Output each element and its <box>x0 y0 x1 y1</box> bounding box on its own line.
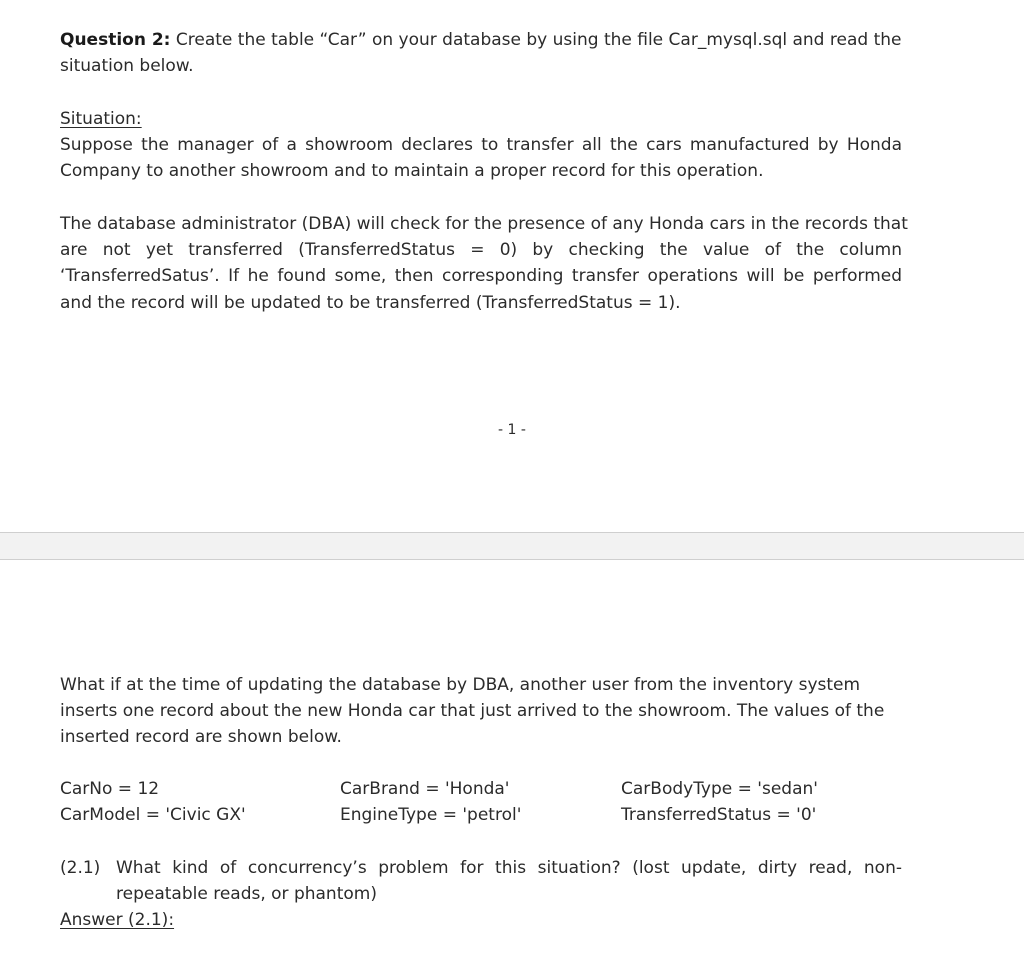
situation-heading <box>60 106 902 132</box>
dba-paragraph-line-2: are not yet transferred (TransferredStatus = 0) by checking the value of the column <box>60 240 902 260</box>
document-page-2 <box>0 560 1024 971</box>
dba-paragraph-line-3: ‘TransferredSatus’. If he found some, then corresponding transfer operations will be performed <box>60 266 902 286</box>
record-car-brand: CarBrand = 'Honda' <box>340 779 510 799</box>
question-2-line-2: situation below. <box>60 56 194 76</box>
record-car-body-type: CarBodyType = 'sedan' <box>621 779 818 799</box>
page-number: - 1 - <box>498 422 526 438</box>
record-transferred-status: TransferredStatus = '0' <box>621 805 817 825</box>
record-car-model: CarModel = 'Civic GX' <box>60 805 246 825</box>
dba-paragraph-line-4: and the record will be updated to be transferred (TransferredStatus = 1). <box>60 293 681 313</box>
situation-line-1: Suppose the manager of a showroom declares to transfer all the cars manufactured by Honda <box>60 135 902 155</box>
question-2-label: Question 2: <box>60 30 171 50</box>
question-2-1-number: (2.1) <box>60 858 101 878</box>
question-2-line-1 <box>60 27 902 53</box>
record-car-no: CarNo = 12 <box>60 779 160 799</box>
question-2-text: Create the table “Car” on your database by using the file Car_mysql.sql and read the <box>170 30 902 50</box>
situation-heading-text: Situation: <box>60 109 142 129</box>
whatif-line-2: inserts one record about the new Honda car that just arrived to the showroom. The values of the <box>60 701 885 721</box>
situation-line-2: Company to another showroom and to maintain a proper record for this operation. <box>60 161 764 181</box>
whatif-line-1: What if at the time of updating the database by DBA, another user from the inventory system <box>60 675 861 695</box>
whatif-line-3: inserted record are shown below. <box>60 727 342 747</box>
answer-2-1-label: Answer (2.1): <box>60 910 175 930</box>
answer-2-1 <box>60 907 902 933</box>
question-2-1-line-2: repeatable reads, or phantom) <box>116 884 377 904</box>
page-break <box>0 532 1024 560</box>
dba-paragraph-line-1: The database administrator (DBA) will check for the presence of any Honda cars in the records that <box>60 214 908 234</box>
record-engine-type: EngineType = 'petrol' <box>340 805 522 825</box>
question-2-1-line-1: What kind of concurrency’s problem for this situation? (lost update, dirty read, non- <box>116 858 902 878</box>
